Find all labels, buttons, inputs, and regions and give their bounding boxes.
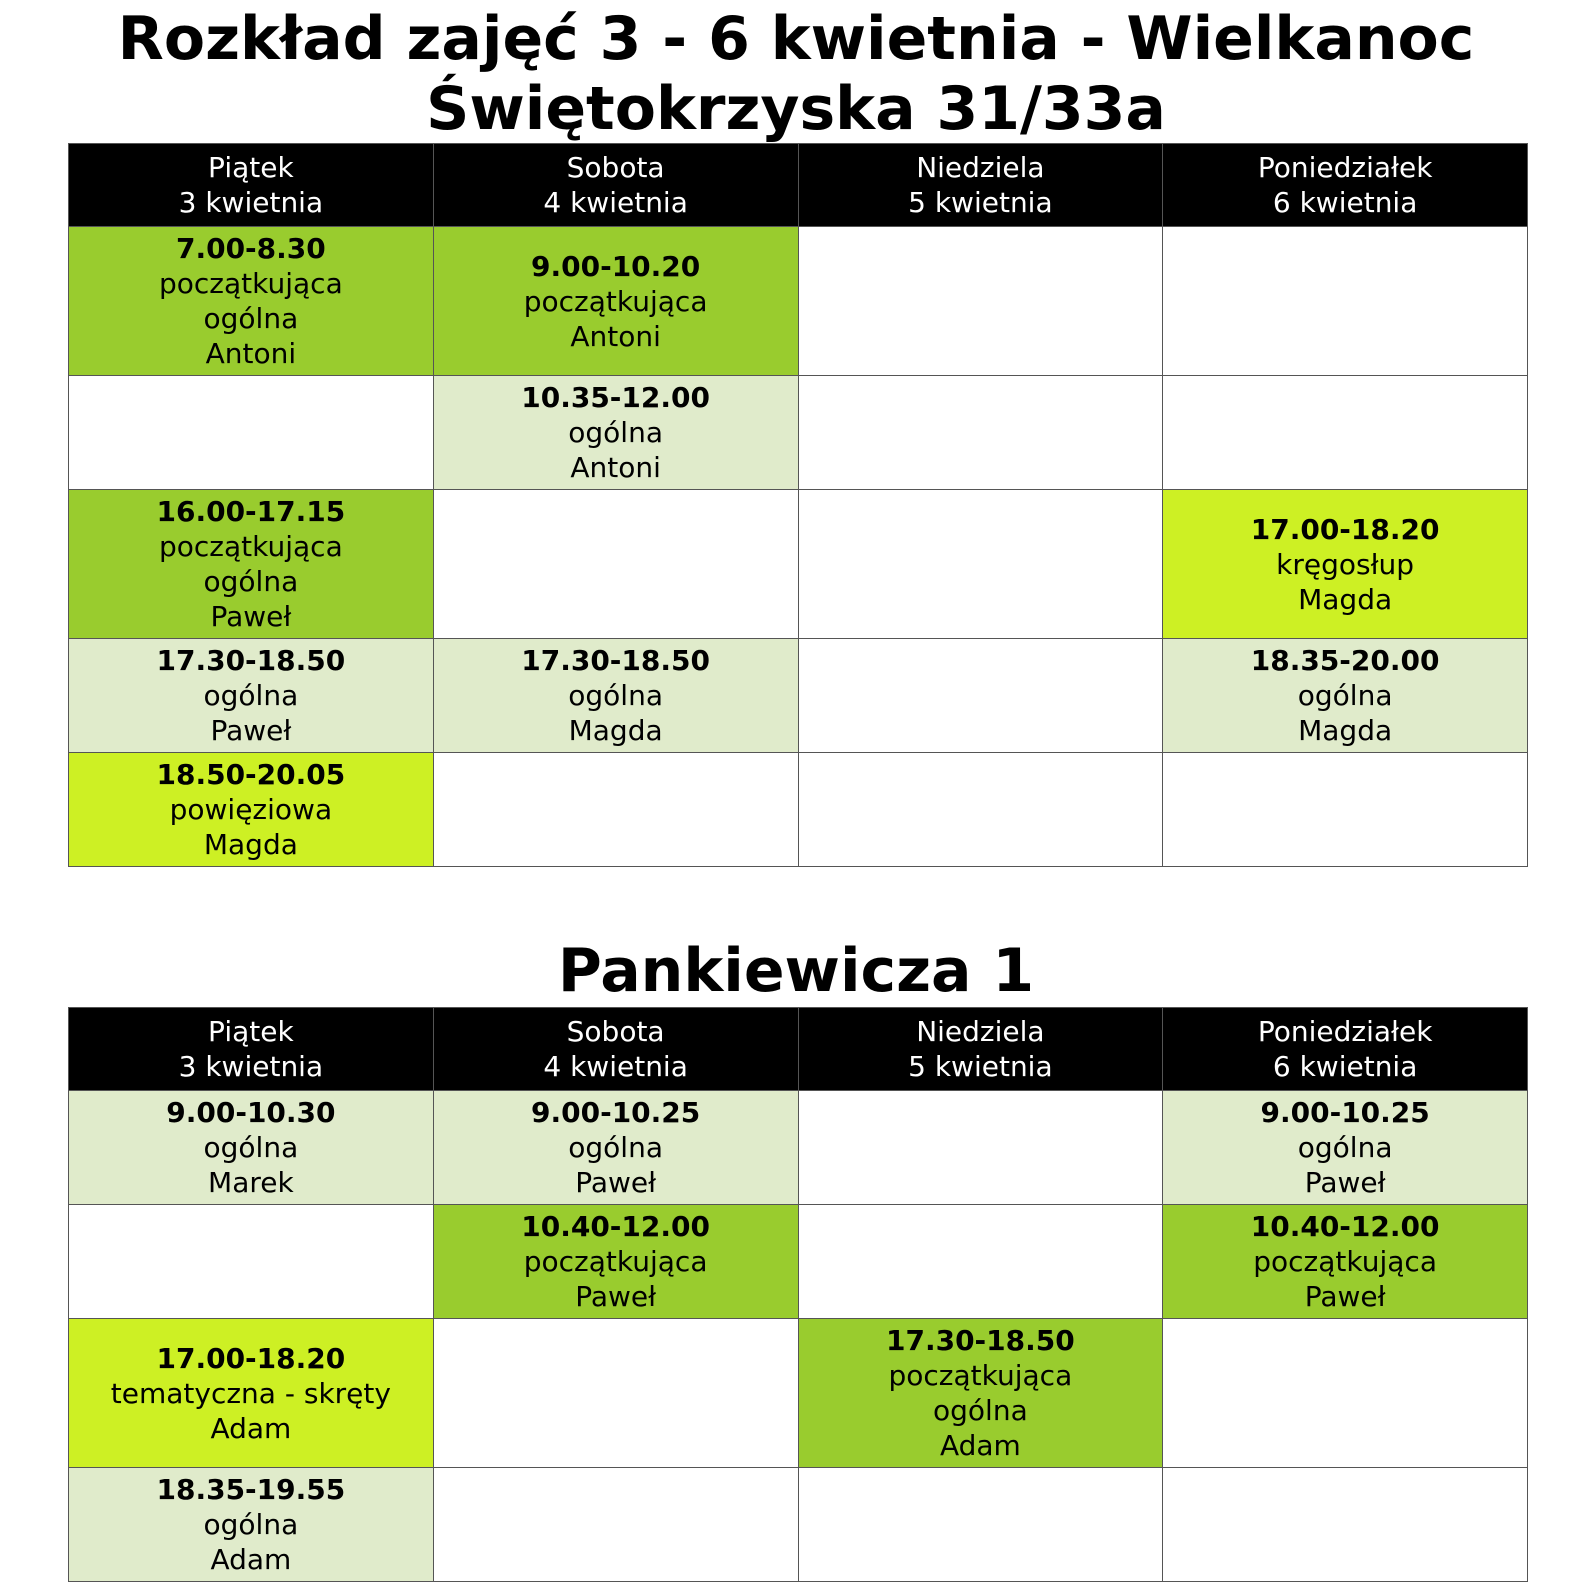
day-name: Piątek	[208, 151, 294, 184]
class-cell	[69, 1091, 434, 1205]
instructor-name: Magda	[1298, 582, 1393, 616]
class-cell	[69, 1468, 434, 1582]
page-title: Rozkład zajęć 3 - 6 kwietnia - Wielkanoc	[117, 4, 1475, 74]
class-cell	[69, 490, 434, 639]
day-date: 5 kwietnia	[908, 186, 1053, 219]
day-name: Poniedziałek	[1257, 151, 1433, 184]
class-type: początkująca	[523, 284, 708, 318]
class-type: początkująca	[1253, 1245, 1437, 1278]
class-time: 18.35-20.00	[1250, 644, 1440, 677]
empty-cell	[433, 490, 798, 639]
class-type: tematyczna - skręty	[110, 1376, 391, 1410]
class-cell	[433, 639, 798, 753]
day-header	[69, 1008, 434, 1091]
instructor-name: Paweł	[1304, 1166, 1386, 1199]
empty-cell	[798, 639, 1163, 753]
class-cell	[69, 753, 434, 867]
class-type: ogólna	[203, 679, 299, 712]
empty-cell	[798, 753, 1163, 867]
day-header	[798, 1008, 1163, 1091]
empty-cell	[1163, 1468, 1528, 1582]
table-row	[69, 753, 1528, 867]
location-title: Świętokrzyska 31/33a	[426, 74, 1166, 144]
empty-cell	[798, 227, 1163, 376]
day-name: Sobota	[566, 1015, 665, 1048]
empty-cell	[1163, 1319, 1528, 1468]
day-date: 6 kwietnia	[1272, 1050, 1418, 1083]
day-header	[433, 1008, 798, 1091]
day-header	[69, 144, 434, 227]
header-row	[69, 144, 1528, 227]
class-cell	[1163, 1091, 1528, 1205]
class-time: 9.00-10.25	[530, 1096, 701, 1129]
class-time: 17.30-18.50	[521, 644, 710, 677]
class-level: początkująca	[888, 1359, 1073, 1392]
empty-cell	[798, 376, 1163, 490]
instructor-name: Adam	[210, 1411, 292, 1445]
instructor-name: Paweł	[575, 1166, 657, 1199]
day-header	[433, 144, 798, 227]
day-header	[1163, 1008, 1528, 1091]
day-date: 4 kwietnia	[543, 186, 688, 219]
class-cell	[1163, 490, 1528, 639]
class-type: ogólna	[1297, 679, 1393, 712]
class-level: początkująca	[159, 267, 343, 300]
class-time: 9.00-10.30	[166, 1096, 336, 1129]
class-type: kręgosłup	[1276, 547, 1415, 581]
instructor-name: Antoni	[570, 451, 661, 484]
class-time: 10.40-12.00	[521, 1210, 710, 1243]
day-date: 6 kwietnia	[1272, 186, 1418, 219]
empty-cell	[1163, 753, 1528, 867]
day-date: 5 kwietnia	[908, 1050, 1053, 1083]
class-type: ogólna	[203, 565, 299, 598]
class-type: początkująca	[523, 1245, 708, 1278]
class-time: 10.35-12.00	[521, 381, 710, 414]
table-row	[69, 1205, 1528, 1319]
day-name: Sobota	[566, 151, 665, 184]
class-type: ogólna	[568, 416, 663, 449]
empty-cell	[433, 753, 798, 867]
class-time: 7.00-8.30	[175, 232, 326, 265]
class-level: początkująca	[159, 530, 343, 563]
instructor-name: Paweł	[210, 714, 292, 747]
instructor-name: Marek	[208, 1166, 294, 1199]
table-row	[69, 1319, 1528, 1468]
class-type: powięziowa	[169, 793, 333, 826]
day-name: Piątek	[208, 1015, 294, 1048]
day-date: 3 kwietnia	[178, 186, 324, 219]
class-type: ogólna	[203, 302, 299, 335]
day-name: Niedziela	[916, 151, 1045, 184]
class-time: 9.00-10.25	[1260, 1096, 1430, 1129]
instructor-name: Adam	[210, 1543, 292, 1576]
table-row	[69, 1468, 1528, 1582]
class-time: 16.00-17.15	[156, 495, 346, 528]
instructor-name: Paweł	[210, 600, 292, 633]
class-cell	[1163, 639, 1528, 753]
empty-cell	[1163, 227, 1528, 376]
class-time: 9.00-10.20	[530, 249, 701, 283]
empty-cell	[798, 1091, 1163, 1205]
instructor-name: Magda	[1298, 714, 1393, 747]
day-header	[798, 144, 1163, 227]
table-row	[69, 490, 1528, 639]
empty-cell	[1163, 376, 1528, 490]
class-time: 10.40-12.00	[1250, 1210, 1440, 1243]
class-cell	[1163, 1205, 1528, 1319]
class-type: ogólna	[568, 679, 663, 712]
class-type: ogólna	[203, 1131, 299, 1164]
class-time: 18.50-20.05	[156, 758, 346, 791]
day-header	[1163, 144, 1528, 227]
class-cell	[433, 376, 798, 490]
day-name: Poniedziałek	[1257, 1015, 1433, 1048]
empty-cell	[798, 1205, 1163, 1319]
day-date: 4 kwietnia	[543, 1050, 688, 1083]
class-type: ogólna	[1297, 1131, 1393, 1164]
class-cell	[433, 1091, 798, 1205]
table-row	[69, 1091, 1528, 1205]
table-row	[69, 639, 1528, 753]
class-cell	[433, 1205, 798, 1319]
location-title: Pankiewicza 1	[557, 936, 1035, 1006]
class-cell	[69, 1319, 434, 1468]
empty-cell	[798, 1468, 1163, 1582]
class-time: 17.30-18.50	[156, 644, 346, 677]
schedule-table	[68, 143, 1528, 867]
day-name: Niedziela	[916, 1015, 1045, 1048]
empty-cell	[433, 1468, 798, 1582]
table-row	[69, 227, 1528, 376]
instructor-name: Paweł	[575, 1280, 657, 1313]
class-cell	[433, 227, 798, 376]
class-type: ogólna	[203, 1508, 299, 1541]
class-cell	[798, 1319, 1163, 1468]
instructor-name: Paweł	[1304, 1280, 1386, 1313]
class-type: ogólna	[568, 1131, 663, 1164]
class-time: 17.30-18.50	[885, 1324, 1075, 1357]
instructor-name: Antoni	[205, 337, 297, 370]
schedule-table	[68, 1007, 1528, 1582]
instructor-name: Magda	[203, 828, 298, 861]
empty-cell	[798, 490, 1163, 639]
class-time: 17.00-18.20	[1250, 512, 1440, 546]
class-time: 18.35-19.55	[156, 1473, 346, 1506]
class-cell	[69, 639, 434, 753]
header-row	[69, 1008, 1528, 1091]
day-date: 3 kwietnia	[178, 1050, 324, 1083]
instructor-name: Adam	[939, 1429, 1021, 1462]
instructor-name: Magda	[568, 714, 663, 747]
table-row	[69, 376, 1528, 490]
class-time: 17.00-18.20	[156, 1341, 346, 1375]
empty-cell	[433, 1319, 798, 1468]
class-cell	[69, 227, 434, 376]
instructor-name: Antoni	[570, 319, 661, 353]
class-type: ogólna	[933, 1394, 1028, 1427]
empty-cell	[69, 1205, 434, 1319]
empty-cell	[69, 376, 434, 490]
